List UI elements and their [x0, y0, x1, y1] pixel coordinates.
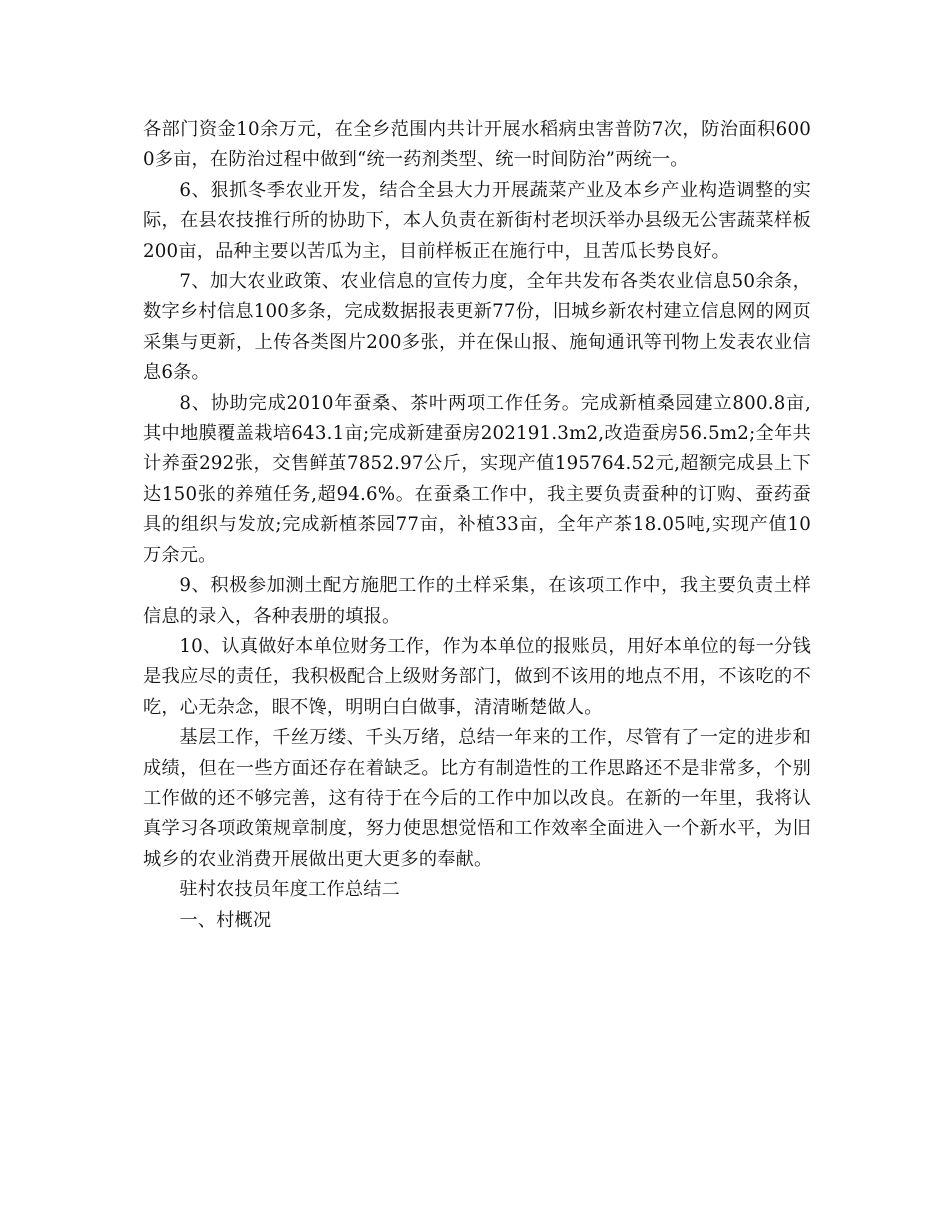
paragraph-item-7: 7、加大农业政策、农业信息的宣传力度，全年共发布各类农业信息50余条，数字乡村信息100多条，完成数据报表更新77份，旧城乡新农村建立信息网的网页采集与更新，上传各类图片200多张，并在保山报、施甸通讯等刊物上发表农业信息6条。 — [143, 271, 811, 384]
section-heading: 一、村概况 — [179, 909, 272, 931]
paragraph-item-9: 9、积极参加测土配方施肥工作的土样采集，在该项工作中，我主要负责土样信息的录入，各种表册的填报。 — [143, 575, 811, 627]
paragraph-item-10: 10、认真做好本单位财务工作，作为本单位的报账员，用好本单位的每一分钱是我应尽的责任，我积极配合上级财务部门，做到不该用的地点不用，不该吃的不吃，心无杂念，眼不馋，明明白白做事，清清晰楚做人。 — [143, 635, 811, 718]
paragraph-continuation: 各部门资金10余万元，在全乡范围内共计开展水稻病虫害普防7次，防治面积6000多亩，在防治过程中做到“统一药剂类型、统一时间防治”两统一。 — [143, 119, 811, 171]
document-body — [143, 115, 811, 936]
section-title: 驻村农技员年度工作总结二 — [179, 879, 401, 901]
paragraph-item-6: 6、狠抓冬季农业开发，结合全县大力开展蔬菜产业及本乡产业构造调整的实际，在县农技推行所的协助下，本人负责在新街村老坝沃举办县级无公害蔬菜样板200亩，品种主要以苦瓜为主，目前样板正在施行中，且苦瓜长势良好。 — [143, 179, 811, 262]
paragraph-summary: 基层工作，千丝万缕、千头万绪，总结一年来的工作，尽管有了一定的进步和成绩，但在一些方面还存在着缺乏。比方有制造性的工作思路还不是非常多，个别工作做的还不够完善，这有待于在今后的工作中加以改良。在新的一年里，我将认真学习各项政策规章制度，努力使思想觉悟和工作效率全面进入一个新水平，为旧城乡的农业消费开展做出更大更多的奉献。 — [143, 727, 811, 870]
paragraph-item-8: 8、协助完成2010年蚕桑、茶叶两项工作任务。完成新植桑园建立800.8亩,其中地膜覆盖栽培643.1亩;完成新建蚕房202191.3m2,改造蚕房56.5m2;全年共计养蚕292张，交售鲜茧7852.97公斤，实现产值195764.52元,超额完成县上下达150张的养殖任务,超94.6%。在蚕桑工作中，我主要负责蚕种的订购、蚕药蚕具的组织与发放;完成新植茶园77亩，补植33亩，全年产茶18.05吨,实现产值10万余元。 — [143, 392, 811, 566]
